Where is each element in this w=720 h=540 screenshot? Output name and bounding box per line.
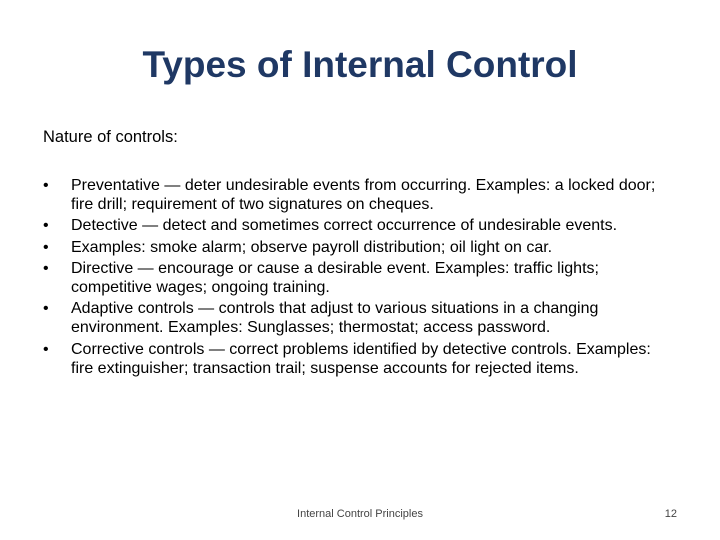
bullet-item (43, 238, 673, 257)
bullet-glyph: • (43, 300, 49, 318)
bullet-text: Adaptive controls — controls that adjust to various situations in a changing environment. Examples: Sunglasses; thermostat; access password. (71, 300, 599, 337)
bullet-glyph: • (43, 217, 49, 235)
bullet-text: Corrective controls — correct problems identified by detective controls. Examples: fire extinguisher; transaction trail; suspense accounts for rejected items. (71, 340, 651, 377)
bullet-glyph: • (43, 340, 49, 358)
bullet-text: Examples: smoke alarm; observe payroll distribution; oil light on car. (71, 238, 553, 256)
bullet-glyph: • (43, 238, 49, 256)
bullet-glyph: • (43, 259, 49, 277)
bullet-item (43, 259, 673, 297)
bullet-item (43, 176, 673, 214)
bullet-glyph: • (43, 177, 49, 194)
slide-title: Types of Internal Control (142, 44, 578, 85)
bullet-list (43, 176, 673, 380)
bullet-text: Directive — encourage or cause a desirable event. Examples: traffic lights; competitive wages; ongoing training. (71, 259, 599, 297)
intro-text: Nature of controls: (43, 128, 178, 146)
bullet-text: Detective — detect and sometimes correct occurrence of undesirable events. (71, 217, 618, 235)
bullet-item (43, 299, 673, 337)
bullet-text: Preventative — deter undesirable events from occurring. Examples: a locked door; fire drill; requirement of two signatures on cheques. (71, 177, 656, 214)
footer-title: Internal Control Principles (297, 508, 423, 520)
bullet-item (43, 340, 673, 378)
page-number: 12 (664, 508, 677, 520)
bullet-item (43, 216, 673, 235)
